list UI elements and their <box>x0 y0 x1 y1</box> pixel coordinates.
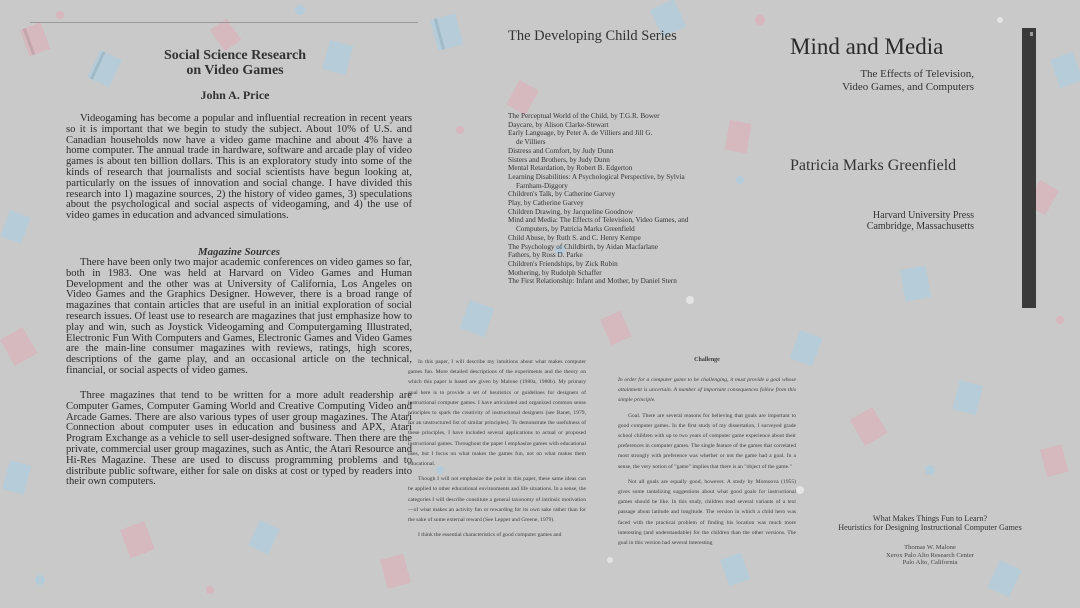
paper-column-1 <box>408 357 586 597</box>
article-author: John A. Price <box>200 88 270 102</box>
magazine-paragraph-1: There have been only two major academic conferences on video games so far, both in 1983. One was held at Harvard on Video Games and Human Development and the other was at University of California, Los Angeles on Video Games and the Graphics Designer. However, there is a broad range of magazines that contain articles that are useful in an initial exploration of social research issues. Of least use to research are magazines that just emphasize how to play and win, such as Joystick Videogaming and Computergaming Illustrated, Electronic Fun With Computers and Games, Electronic Games and Video Games are the main-line consumer magazines with reviews, ratings, high scores, descriptions of the game play, and an occasional article on the technical, financial, or social aspects of video games. <box>66 257 412 376</box>
publisher-line-1: Harvard University Press <box>872 210 974 221</box>
intro-paragraph: Videogaming has become a popular and influential recreation in recent years so it is important that we begin to study the subject. About 10% of U.S. and Canadian households now have a video game machine and about 4% have a home computer. The annual trade in hardware, software and arcade play of video games is about ten billion dollars. This is an exploratory study into some of the kinds of research that journalists and social scientists have begun looking at, particularly on the issues of innovation and social change. I have divided this research into 1) magazine sources, 2) the history of video games, 3) speculations about the psychological and social aspects of videogaming, and 4) the use of video games in education and advanced simulations. <box>66 113 412 222</box>
paper-title <box>830 514 1030 532</box>
book-title: Mind and Media <box>790 34 944 59</box>
paper-author-line-1: Thomas W. Malone <box>904 544 956 551</box>
series-title: The Developing Child Series <box>508 28 677 44</box>
series-list <box>508 112 708 286</box>
social-science-research-page <box>30 22 412 512</box>
paper-title-line-1: What Makes Things Fun to Learn? <box>872 514 988 523</box>
column-paragraph: I think the essential characteristics of good computer games and <box>418 532 562 539</box>
list-item: Play, by Catherine Garvey <box>508 199 584 208</box>
column-paragraph: Though I will not emphasize the point in this paper, these same ideas can be applied to other educational environments and life situations. In a sense, the categories I will describe constitute a general taxonomy of intrinsic motivation—of what makes an activity fun or rewarding for its own sake rather than for the sake of some external reward (See Lepper and Greene, 1979). <box>408 476 586 524</box>
magazine-paragraph-2: Three magazines that tend to be written for a more adult readership are Computer Games, Computer Gaming World and Creative Computing Video and Arcade Games. There are also various types of user group magazines. The Atari Connection about computer uses in education and business and APX, Atari Program Exchange as a vehicle to sell user-designed software. Then there are the private, commercial user group magazines, such as Antic, the Atari Resource and Hi-Res Magazine. These are used to discuss programming problems and to distribute public software, either for sale on disks at cost or typed by readers into their own computers. <box>66 390 412 488</box>
subtitle-line-1: The Effects of Television, <box>860 68 974 80</box>
article-title <box>30 48 440 78</box>
book-subtitle <box>794 68 974 94</box>
publisher <box>867 210 974 232</box>
section-heading: Magazine Sources <box>198 246 280 258</box>
publisher-line-2: Cambridge, Massachusetts <box>866 221 974 232</box>
mind-and-media-title-page <box>780 28 980 238</box>
dark-side-bar <box>1022 28 1036 308</box>
subtitle-line-2: Video Games, and Computers <box>842 81 974 93</box>
list-item: The Psychology of Childbirth, by Aidan Macfarlane <box>508 242 658 251</box>
list-item: Sisters and Brothers, by Judy Dunn <box>508 155 610 164</box>
fun-to-learn-title-block <box>830 514 1030 594</box>
column-paragraph: Goal. There are several reasons for believing that goals are important to good computer games. In the first study of my dissertation, I surveyed grade school children with up to two years of computer game experience about their preferences in computer games. The single feature of the games that correlated most strongly with preference was whether or not the game had a goal. In a sense, the very notion of "game" implies that there is an "object of the game." <box>618 412 796 470</box>
list-item: Children Drawing, by Jacqueline Goodnow <box>508 207 634 216</box>
paper-title-line-2: Heuristics for Designing Instructional Computer Games <box>838 523 1022 532</box>
list-item: The First Relationship: Infant and Mother, by Daniel Stern <box>508 277 677 286</box>
paper-column-2 <box>618 357 796 597</box>
book-author: Patricia Marks Greenfield <box>790 157 957 174</box>
bar-notch <box>1030 32 1033 36</box>
developing-child-series-page <box>490 20 720 320</box>
title-line-1: Social Science Research <box>163 48 307 63</box>
list-item: Learning Disabilities: A Psychological Perspective, by Sylvia <box>508 172 685 181</box>
column-text <box>618 375 796 553</box>
column-heading: Challenge <box>694 357 720 363</box>
list-item: Mothering, by Rudolph Schaffer <box>508 268 602 277</box>
list-item: Mental Retardation, by Robert B. Edgerton <box>508 164 633 173</box>
paper-author-line-3: Palo Alto, California <box>902 559 958 567</box>
list-item: Daycare, by Alison Clarke-Stewart <box>508 120 609 129</box>
paper-author-line-2: Xerox Palo Alto Research Center <box>886 551 974 559</box>
list-item: Computers, by Patricia Marks Greenfield <box>516 225 635 234</box>
column-paragraph: Not all goals are equally good, however. A study by Momoova (1955) gives some tantalizing suggestions about what good goals for instructional games should be like. In this study, children read several variants of a text passage about latitude and longitude. The version in which a child hero was faced with the practical problem of finding his location was much more interesting (and understandable) for the children than the other versions. The goal in this version had several interesting <box>618 478 796 547</box>
list-item: Farnham-Diggory <box>516 181 568 190</box>
list-item: Children's Friendships, by Zick Rubin <box>508 259 618 268</box>
column-paragraph: In order for a computer game to be challenging, it must provide a goal whose attainment is uncertain. A number of important consequences follow from this simple principle. <box>618 377 796 404</box>
title-line-2: on Video Games <box>186 63 284 78</box>
top-rule <box>30 22 418 23</box>
list-item: Child Abuse, by Ruth S. and C. Henry Kempe <box>508 233 641 242</box>
paper-author <box>830 544 1030 567</box>
list-item: Early Language, by Peter A. de Villiers and Jill G. <box>508 129 653 138</box>
list-item: Fathers, by Ross D. Parke <box>508 251 583 260</box>
column-text <box>408 357 586 545</box>
list-item: Mind and Media: The Effects of Television, Video Games, and <box>508 216 689 225</box>
column-paragraph: In this paper, I will describe my intuitions about what makes computer games fun. More detailed descriptions of the experiments and the theory on which this paper is based are given by Malone (1980a, 1980b). My primary goal here is to provide a set of heuristics or guidelines for designers of instructional computer games. I have articulated and organized common sense principles to spark the creativity of instructional designers (see Banet, 1979, for an unstructured list of similar principles). To demonstrate the usefulness of these principles, I have included several applications to actual or proposed instructional games. Throughout the paper I emphasize games with educational uses, but I focus on what makes the games fun, not on what makes them educational. <box>408 359 586 468</box>
list-item: de Villiers <box>516 138 546 147</box>
list-item: Distress and Comfort, by Judy Dunn <box>508 146 614 155</box>
list-item: Children's Talk, by Catherine Garvey <box>508 190 616 199</box>
list-item: The Perceptual World of the Child, by T.G.R. Bower <box>508 112 660 120</box>
